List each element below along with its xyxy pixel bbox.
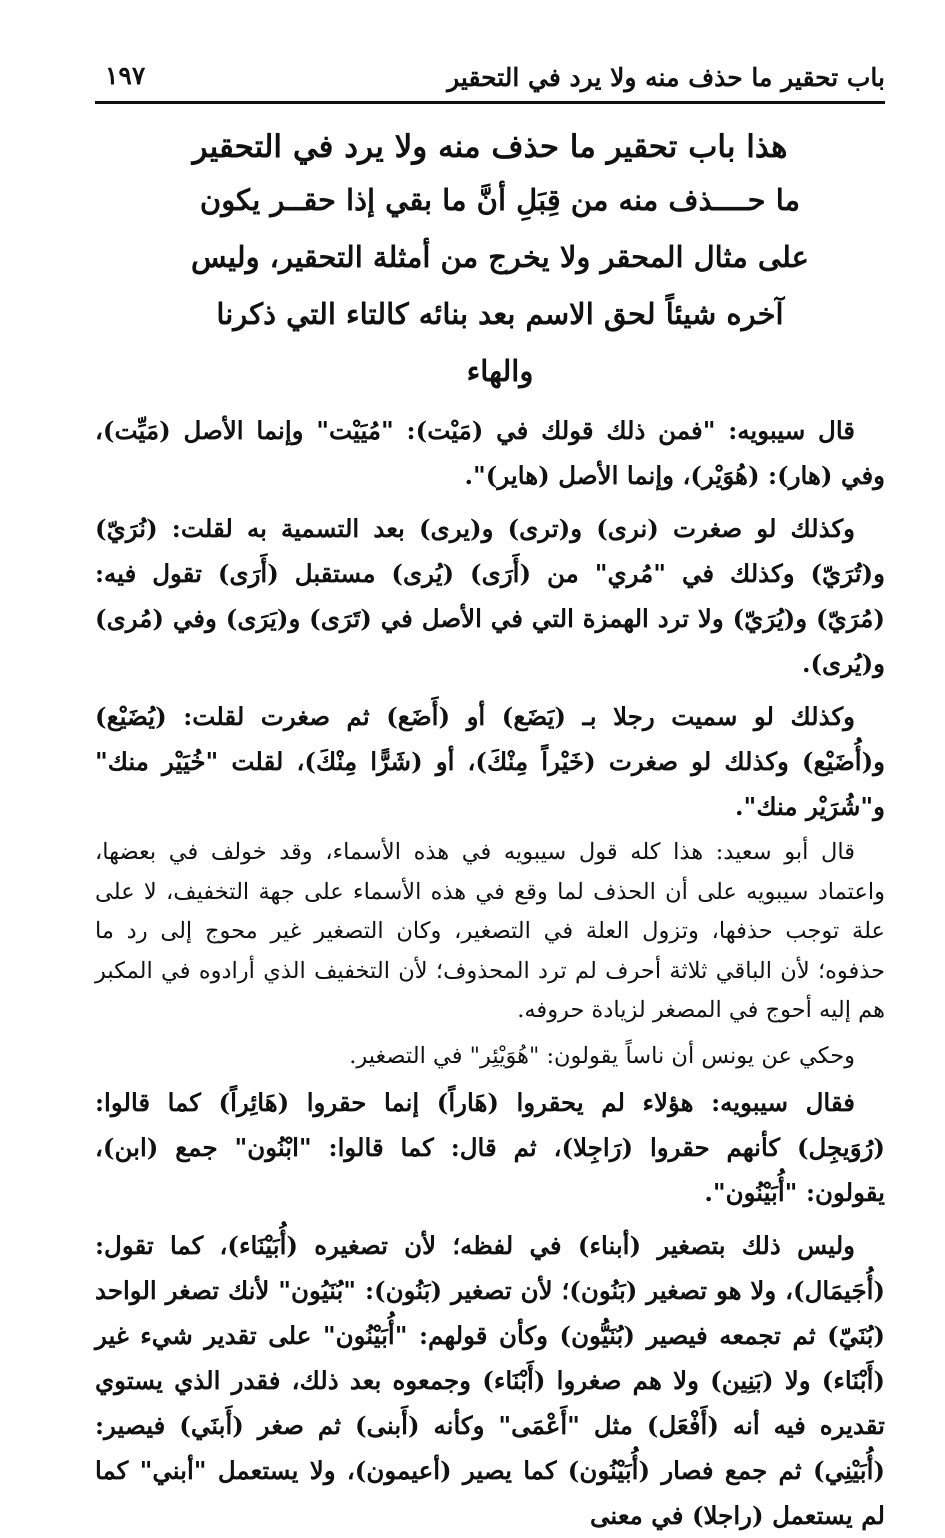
paragraph-7: وليس ذلك بتصغير (أبناء) في لفظه؛ لأن تصغيره (أُبَيْنَاء)، كما تقول: (أُجَيمَال)، ولا هو تصغير (بَنُون)؛ لأن تصغير (بَنُون): "بُنَيُون" لأنك تصغر الواحد (بُنَيّ) ثم تجمعه فيصير (بُنَيُّون) وكأن قولهم: "أُبَيْنُون" على تقدير شيء غير (أَبْنَاء) ولا (بَنِين) ولا هم صغروا (أَبْنَاء) وجمعوه بعد ذلك، فقدر الذي يستوي تقديره فيه أنه (أَفْعَل) مثل "أَعْمَى" وكأنه (أَبنى) ثم صغر (أَبنَي) فيصير: (أُبَيْنِي) ثم جمع فصار (أُبَيْنُون) كما يصير (أعيمون)، ولا يستعمل "أبني" كما لم يستعمل (راجلا) في معنى (95, 1231, 885, 1530)
paragraph-1: قال سيبويه: "فمن ذلك قولك في (مَيْت): "مُيَيْت" وإنما الأصل (مَيِّت)، وفي (هار): (هُوَيْر)، وإنما الأصل (هاير)". (95, 416, 885, 490)
chapter-title: هذا باب تحقير ما حذف منه ولا يرد في التحقير (192, 129, 788, 165)
book-page (95, 55, 885, 1530)
page-number: ١٩٧ (105, 61, 146, 90)
paragraph-3: وكذلك لو سميت رجلا بـ (يَضَع) أو (أَضَع) ثم صغرت لقلت: (يُضَيْع) و(أُضَيْع) وكذلك لو صغرت (خَيْراً مِنْكَ)، أو (شَرًّا مِنْكَ)، لقلت "خُيَيْر منك" و"شُرَيْر منك". (95, 702, 885, 821)
paragraph-6: فقال سيبويه: هؤلاء لم يحقروا (هَاراً) إنما حقروا (هَائِراً) كما قالوا: (رُوَيجِل) كأنهم حقروا (رَاجِلا)، ثم قال: كما قالوا: "ابْنُون" جمع (ابن)، يقولون: "أُبَيْنُون". (95, 1088, 885, 1207)
chapter-subtitle: ما حــــذف منه من قِبَلِ أنَّ ما بقي إذا حقــر يكون على مثال المحقر ولا يخرج من أمثلة التحقير، وليس آخره شيئاً لحق الاسم بعد بنائه كالتاء التي ذكرنا والهاء (191, 183, 809, 388)
paragraph-5: وحكي عن يونس أن ناساً يقولون: "هُوَيْئِر" في التصغير. (349, 1042, 855, 1069)
paragraph-2: وكذلك لو صغرت (نرى) و(ترى) و(يرى) بعد التسمية به لقلت: (نُرَيّ) و(تُرَيّ) وكذلك في "مُري" من (أَرَى) (يُرى) مستقبل (أَرَى) تقول فيه: (مُرَيّ) و(يُرَيّ) ولا ترد الهمزة التي في الأصل في (تَرَى) و(يَرَى) وفي (مُرى) و(يُرى). (95, 514, 885, 678)
running-head (95, 55, 885, 104)
paragraph-4: قال أبو سعيد: هذا كله قول سيبويه في هذه الأسماء، وقد خولف في بعضها، واعتماد سيبويه على أن الحذف لما وقع في هذه الأسماء على جهة التخفيف، لا على علة توجب حذفها، وتزول العلة في التصغير، وكان التصغير غير محوج إلى رد ما حذفوه؛ لأن الباقي ثلاثة أحرف لم ترد المحذوف؛ لأن التخفيف الذي أرادوه في المكبر هم إليه أحوج في المصغر لزيادة حروفه. (95, 839, 885, 1023)
running-title: باب تحقير ما حذف منه ولا يرد في التحقير (447, 63, 885, 92)
